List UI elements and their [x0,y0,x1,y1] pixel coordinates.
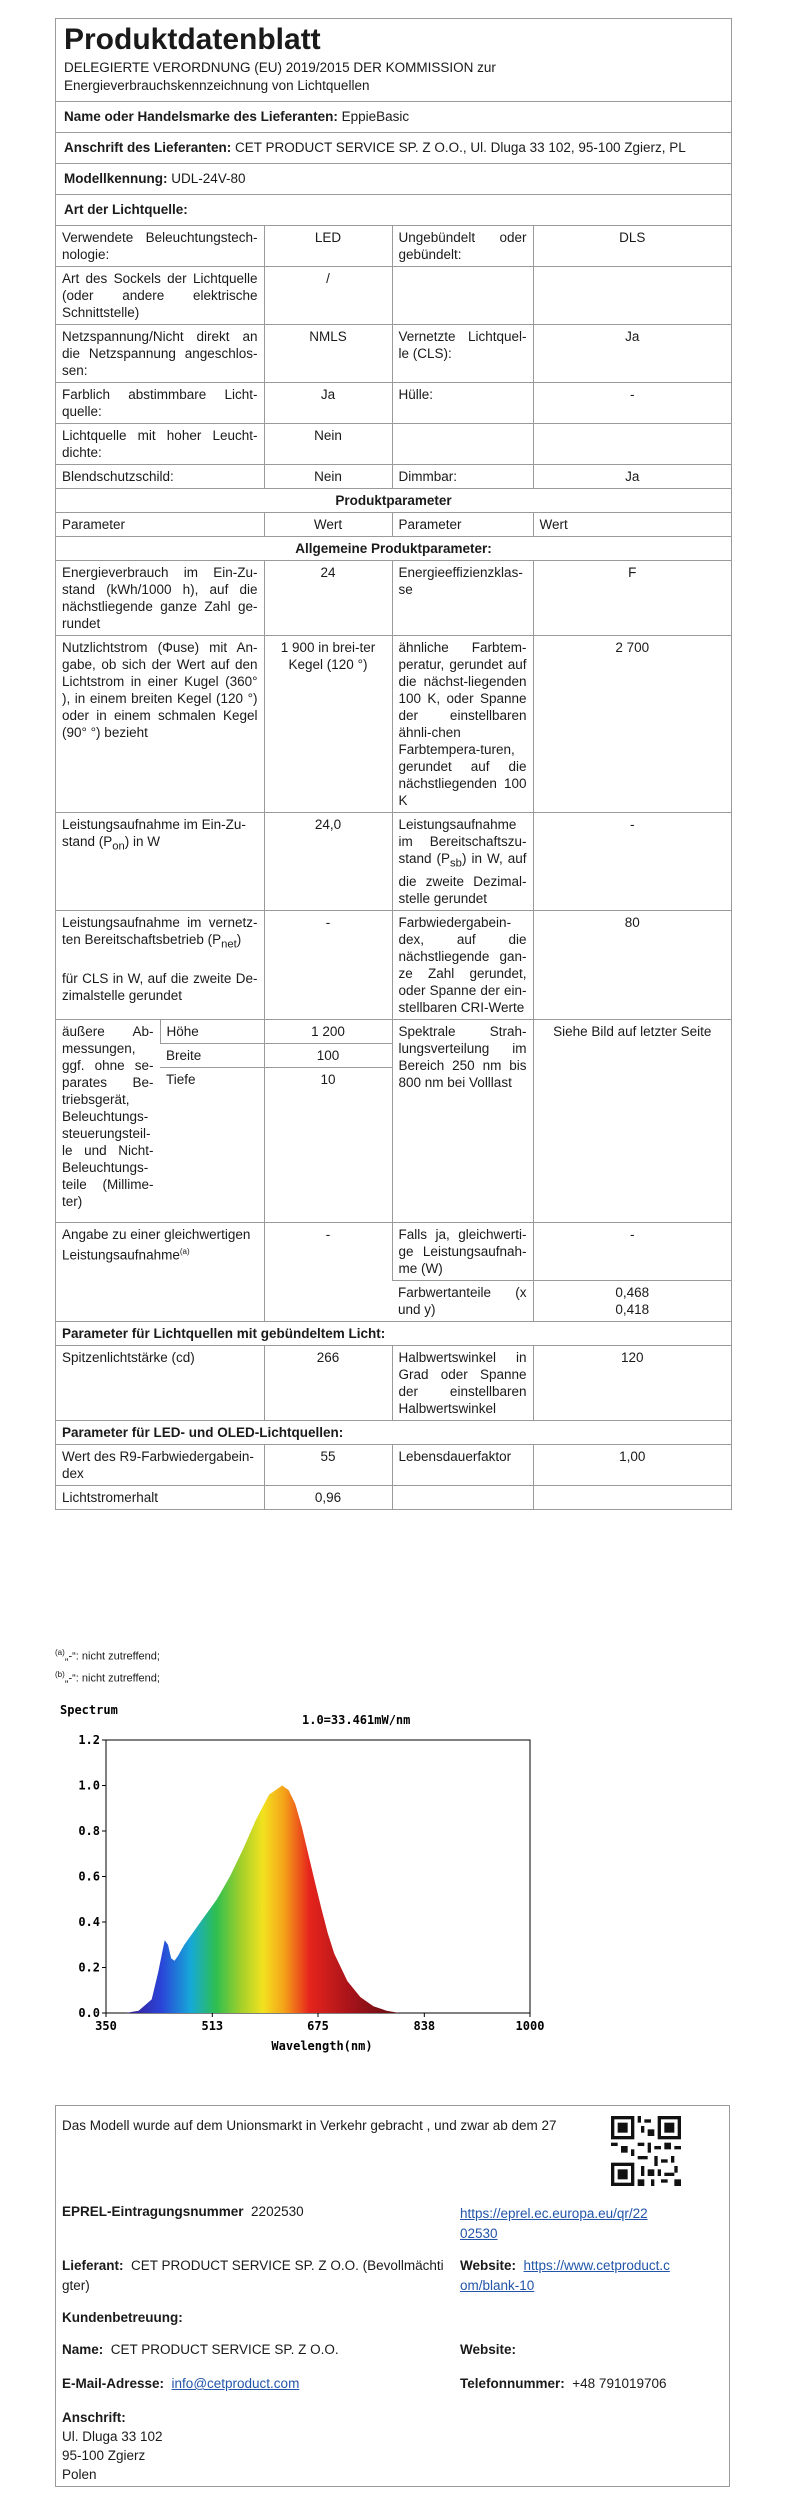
address-line-2: 95-100 Zgierz [62,2448,146,2463]
chart-ylabel: Spectrum [60,1703,118,1717]
customer-care-label: Kundenbetreuung: [62,2310,183,2325]
supplier-row [62,2256,444,2296]
dim-width-value: 100 [264,1043,392,1067]
type-row [56,267,731,325]
supplier-label: Lieferant: [62,2258,124,2273]
type-row [56,325,731,383]
supplier-name-label: Name oder Handelsmarke des Lieferanten: [64,109,338,124]
psb-unit: ) in W, auf die zweite Dezimal-stelle gerundet [398,851,527,906]
model-label: Modellkennung: [64,171,168,186]
type-value: Nein [264,424,392,465]
dim-height-label: Höhe [160,1019,264,1043]
market-text: Das Modell wurde auf dem Unionsmarkt in Verkehr gebracht , und zwar ab dem 27 [62,2118,557,2133]
type-value: Ja [264,383,392,424]
email-label: E-Mail-Adresse: [62,2376,165,2391]
flux-label: Nutzlichtstrom (Φuse) mit An-gabe, ob sich der Wert auf den Lichtstrom in einer Kugel (360° ), in einem breiten Kegel (120 °) oder in einem schmalen Kegel (90° °) bezieht [56,636,264,813]
cri-label: Farbwiedergabein-dex, auf die nächstliegende gan-ze Zahl gerundet, oder Spanne der ein-stellbaren CRI-Werte [392,910,533,1019]
cri-value: 80 [533,910,731,1019]
spectral-value: Siehe Bild auf letzter Seite [533,1019,731,1222]
footnote-b [55,1666,160,1688]
x-tick-label: 513 [201,2019,224,2033]
equiv-label [56,1222,264,1321]
pnet-value: - [264,910,392,1019]
eprel-link-line1[interactable]: https://eprel.ec.europa.eu/qr/22 [460,2206,648,2221]
spectrum-chart [42,1700,562,2060]
col-header-param-2: Parameter [392,513,533,537]
phone-value: +48 791019706 [572,2376,667,2391]
flux-value: 1 900 in brei-ter Kegel (120 °) [264,636,392,813]
pnet-label-cls: für CLS in W, auf die zweite De-zimalstelle gerundet [62,971,258,1004]
section-title: Produktparameter [56,489,731,513]
psb-sub: sb [450,857,462,870]
led-title: Parameter für LED- und OLED-Lichtquellen: [56,1420,731,1444]
type-value-2: - [533,383,731,424]
energy-label: Energieverbrauch im Ein-Zu-stand (kWh/1000 h), auf die nächstliegende ganze Zahl ge-rundet [56,561,264,636]
care-name-value: CET PRODUCT SERVICE SP. Z O.O. [110,2342,339,2357]
psb-value: - [533,813,731,911]
pon-label-text: Leistungsaufnahme im Ein-Zu-stand (P [62,817,246,849]
product-datasheet [55,18,732,1510]
contact-box [55,2105,730,2487]
eprel-label: EPREL-Eintragungsnummer [62,2204,244,2219]
website-link-line2[interactable]: om/blank-10 [460,2278,535,2293]
type-label-2 [392,424,533,465]
beam-label: Halbwertswinkel in Grad oder Spanne der einstellbaren Halbwertswinkel [392,1345,533,1420]
supplier-name-row [56,101,731,132]
type-row [56,383,731,424]
type-label: Blendschutzschild: [56,465,264,489]
eprel-value: 2202530 [251,2204,304,2219]
energy-value: 24 [264,561,392,636]
supplier-address-row [56,132,731,163]
light-type-row [56,194,731,225]
website-link-line1[interactable]: https://www.cetproduct.c [523,2258,670,2273]
supplier-value-line1: CET PRODUCT SERVICE SP. Z O.O. (Bevollmächti [131,2258,444,2273]
product-parameters-table [56,488,731,1509]
x-tick-label: 350 [95,2019,117,2033]
directional-title: Parameter für Lichtquellen mit gebündeltem Licht: [56,1321,731,1345]
cct-value: 2 700 [533,636,731,813]
type-value-2: Ja [533,465,731,489]
footnote-b-text: „-“: nicht zutreffend; [64,1672,160,1685]
footnote-a [55,1644,160,1666]
type-value: / [264,267,392,325]
type-label-2: Dimmbar: [392,465,533,489]
type-value-2: DLS [533,226,731,267]
pon-label [56,813,264,911]
address-line-1: Ul. Dluga 33 102 [62,2429,163,2444]
chroma-y: 0,418 [615,1301,650,1317]
type-label-2: Hülle: [392,383,533,424]
footnotes [55,1644,160,1687]
email-row [62,2376,299,2391]
qr-code-icon[interactable] [611,2116,681,2186]
spectral-label: Spektrale Strah-lungsverteilung im Bereich 250 nm bis 800 nm bei Volllast [392,1019,533,1222]
equiv2-value: - [533,1222,731,1280]
model-value: UDL-24V-80 [171,171,246,186]
maint-value: 0,96 [264,1485,392,1509]
eprel-link[interactable] [460,2204,648,2244]
equiv2-label: Falls ja, gleichwerti-ge Leistungsaufnah-me (W) [392,1222,533,1280]
eprel-link-line2[interactable]: 02530 [460,2226,498,2241]
model-row [56,163,731,194]
light-source-type-table [56,225,731,488]
address-label: Anschrift: [62,2410,126,2425]
y-tick-label: 0.2 [78,1960,100,1975]
type-label-2: Ungebündelt oder gebündelt: [392,226,533,267]
r9-value: 55 [264,1444,392,1485]
col-header-param: Parameter [56,513,264,537]
col-header-value: Wert [264,513,392,537]
x-tick-label: 675 [307,2019,329,2033]
equiv-sup: (a) [179,1246,190,1256]
type-value: LED [264,226,392,267]
type-label: Verwendete Beleuchtungstech-nologie: [56,226,264,267]
equiv-label-text: Angabe zu einer gleichwertigen Leistungsaufnahme [62,1226,251,1263]
phone-label: Telefonnummer: [460,2376,565,2391]
supplier-value-line2: gter) [62,2278,90,2293]
type-row [56,226,731,267]
dimensions-label: äußere Ab-messungen, ggf. ohne se-parates Be-triebsgerät, Beleuchtungs-steuerungsteil-le und Nicht-Beleuchtungs-teile (Millime-ter) [56,1019,160,1222]
address-line-3: Polen [62,2467,97,2482]
spectrum-area [126,1786,400,2014]
peak-value: 266 [264,1345,392,1420]
page-title: Produktdatenblatt [64,23,321,56]
energy-class-label: Energieeffizienzklas-se [392,561,533,636]
type-label: Art des Sockels der Lichtquelle (oder andere elektrische Schnittstelle) [56,267,264,325]
eprel-row [62,2204,304,2219]
type-value: NMLS [264,325,392,383]
pon-value: 24,0 [264,813,392,911]
pnet-sub: net [221,938,237,951]
y-tick-label: 1.0 [78,1778,100,1793]
psb-label-text: Leistungsaufnahme im Bereitschaftszu-stand (P [398,817,527,866]
chroma-x: 0,468 [615,1284,650,1300]
care-website-label: Website: [460,2342,517,2357]
pnet-label [56,910,264,1019]
cct-label: ähnliche Farbtem-peratur, gerundet auf die nächst-liegenden 100 K, oder Spanne der einstellbaren ähnli-chen Farbtempera-turen, gerundet auf die nächstliegenden 100 K [392,636,533,813]
maint-label: Lichtstromerhalt [56,1485,264,1509]
type-label: Lichtquelle mit hoher Leucht-dichte: [56,424,264,465]
supplier-address-value: CET PRODUCT SERVICE SP. Z O.O., Ul. Dluga 33 102, 95-100 Zgierz, PL [235,140,686,155]
pnet-label-text: Leistungsaufnahme im vernetz-ten Bereitschaftsbetrieb (P [62,914,258,947]
footnote-a-mark: (a) [55,1648,65,1657]
footnote-a-text: „-“: nicht zutreffend; [64,1650,160,1663]
regulation-text [56,59,731,101]
type-label-2 [392,267,533,325]
pon-sub: on [112,840,125,853]
y-tick-label: 0.0 [78,2006,100,2020]
y-tick-label: 0.4 [78,1915,100,1929]
care-name-row [62,2342,339,2357]
supplier-name-value: EppieBasic [341,109,410,124]
dim-height-value: 1 200 [264,1019,392,1043]
type-value: Nein [264,465,392,489]
psb-label [392,813,533,911]
empty-cell [533,1485,731,1509]
dim-width-label: Breite [160,1043,264,1067]
website-label: Website: [460,2258,517,2273]
chart-title: 1.0=33.461mW/nm [302,1713,411,1727]
light-type-label: Art der Lichtquelle: [64,202,188,217]
dim-depth-label: Tiefe [160,1067,264,1222]
peak-label: Spitzenlichtstärke (cd) [56,1345,264,1420]
type-value-2: Ja [533,325,731,383]
beam-value: 120 [533,1345,731,1420]
type-label: Farblich abstimmbare Licht-quelle: [56,383,264,424]
x-tick-label: 838 [413,2019,436,2033]
supplier-address-label: Anschrift des Lieferanten: [64,140,232,155]
email-link[interactable]: info@cetproduct.com [171,2376,300,2391]
general-params-title: Allgemeine Produktparameter: [56,537,731,561]
care-name-label: Name: [62,2342,104,2357]
regulation-line-2: Energieverbrauchskennzeichnung von Lichtquellen [64,78,370,93]
equiv-value: - [264,1222,392,1321]
empty-cell [392,1485,533,1509]
y-tick-label: 1.2 [78,1733,100,1747]
type-label: Netzspannung/Nicht direkt an die Netzspannung angeschlos-sen: [56,325,264,383]
y-tick-label: 0.8 [78,1824,100,1838]
type-row [56,424,731,465]
address-block [62,2408,163,2484]
col-header-value-2: Wert [533,513,731,537]
type-value-2 [533,424,731,465]
footnote-b-mark: (b) [55,1669,65,1679]
x-tick-label: 1000 [515,2019,545,2033]
life-value: 1,00 [533,1444,731,1485]
chroma-label: Farbwertanteile (x und y) [392,1280,533,1321]
type-label-2: Vernetzte Lichtquel-le (CLS): [392,325,533,383]
dim-depth-value: 10 [264,1067,392,1222]
chart-xlabel: Wavelength(nm) [271,2039,373,2053]
type-row [56,465,731,489]
energy-class-value: F [533,561,731,636]
type-value-2 [533,267,731,325]
y-tick-label: 0.6 [78,1869,100,1884]
chroma-values [533,1280,731,1321]
regulation-line-1: DELEGIERTE VERORDNUNG (EU) 2019/2015 DER KOMMISSION zur [64,60,496,75]
life-label: Lebensdauerfaktor [392,1444,533,1485]
r9-label: Wert des R9-Farbwiedergabein-dex [56,1444,264,1485]
phone-row [460,2376,667,2391]
website-row [460,2256,670,2296]
pnet-close: ) [236,931,242,947]
pon-unit: ) in W [124,834,161,849]
